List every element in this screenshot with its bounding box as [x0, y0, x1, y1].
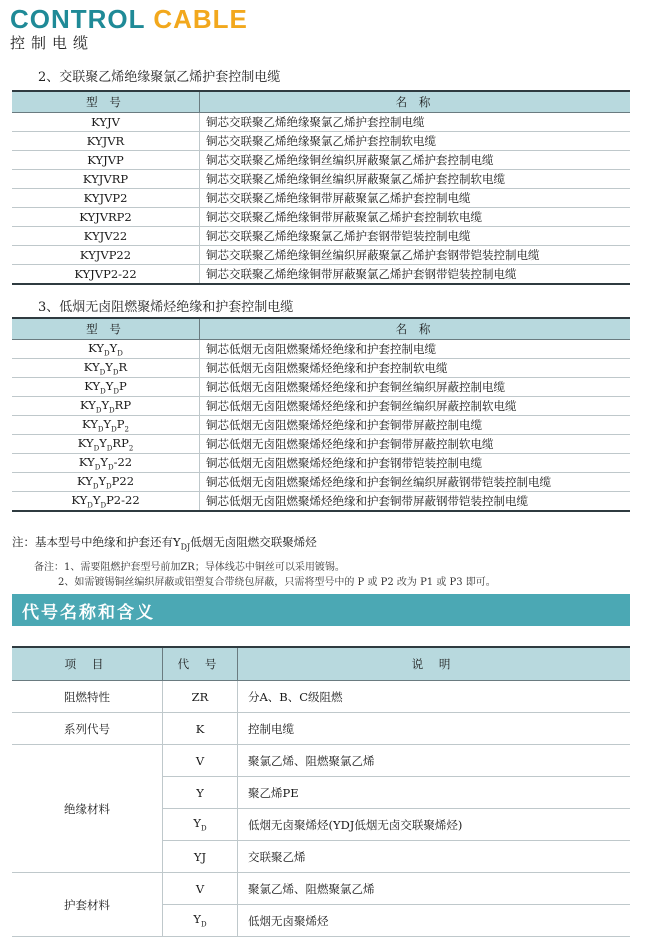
model-cell: KYJVP	[12, 151, 200, 170]
model-cell: KYJVRP2	[12, 208, 200, 227]
section2-title: 2、交联聚乙烯绝缘聚氯乙烯护套控制电缆	[38, 70, 281, 85]
description-cell: 交联聚乙烯	[238, 841, 631, 873]
section3-title: 3、低烟无卤阻燃聚烯烃绝缘和护套控制电缆	[38, 300, 294, 315]
name-cell: 铜芯交联聚乙烯绝缘铜丝编织屏蔽聚氯乙烯护套钢带铠装控制电缆	[200, 246, 631, 265]
item-cell: 系列代号	[12, 713, 163, 745]
name-cell: 铜芯交联聚乙烯绝缘聚氯乙烯护套钢带铠装控制电缆	[200, 227, 631, 246]
table-row	[12, 359, 630, 378]
name-cell: 铜芯交联聚乙烯绝缘聚氯乙烯护套控制电缆	[200, 113, 631, 132]
table-row	[12, 378, 630, 397]
model-subscript: 2	[128, 444, 134, 453]
code-cell: Y	[163, 777, 238, 809]
brand-word-control: CONTROL	[10, 4, 146, 34]
table-row	[12, 454, 630, 473]
table-row	[12, 227, 630, 246]
model-cell: KYJVP2-22	[12, 265, 200, 285]
name-cell: 铜芯低烟无卤阻燃聚烯烃绝缘和护套铜带屏蔽钢带铠装控制电缆	[200, 492, 631, 512]
model-subscript: D	[94, 463, 101, 472]
model-cell: $KY_DY_DP_2$	[12, 416, 200, 435]
code-cell: V	[163, 873, 238, 905]
name-cell: 铜芯低烟无卤阻燃聚烯烃绝缘和护套铜带屏蔽控制电缆	[200, 416, 631, 435]
model-subscript: D	[106, 444, 113, 453]
col-header-item: 项 目	[12, 647, 163, 681]
model-subscript: D	[97, 425, 104, 434]
table-row	[12, 246, 630, 265]
col-header-description: 说 明	[238, 647, 631, 681]
code-subscript: D	[200, 824, 207, 833]
brand-word-cable: CABLE	[153, 4, 248, 34]
col-header-name: 名 称	[200, 91, 631, 113]
model-subscript: D	[106, 482, 112, 491]
description-cell: 聚氯乙烯、阻燃聚氯乙烯	[238, 745, 631, 777]
model-cell: KYJVR	[12, 132, 200, 151]
code-cell: YJ	[163, 841, 238, 873]
name-cell: 铜芯交联聚乙烯绝缘铜带屏蔽聚氯乙烯护套控制软电缆	[200, 208, 631, 227]
name-cell: 铜芯低烟无卤阻燃聚烯烃绝缘和护套铜丝编织屏蔽控制电缆	[200, 378, 631, 397]
description-cell: 聚氯乙烯、阻燃聚氯乙烯	[238, 873, 631, 905]
codes-heading: 代号名称和含义	[22, 603, 155, 623]
description-cell: 低烟无卤聚烯烃(YDJ低烟无卤交联聚烯烃)	[238, 809, 631, 841]
name-cell: 铜芯交联聚乙烯绝缘聚氯乙烯护套控制软电缆	[200, 132, 631, 151]
model-subscript: D	[93, 444, 100, 453]
description-cell: 分A、B、C级阻燃	[238, 681, 631, 713]
model-cell: $KY_DY_DP2-22$	[12, 492, 200, 512]
model-cell: KYJVP2	[12, 189, 200, 208]
footnote-subscript: DJ	[180, 542, 191, 552]
model-subscript: D	[117, 349, 123, 358]
footnote-text: 注：基本型号中绝缘和护套还有Y	[12, 535, 181, 549]
name-cell: 铜芯低烟无卤阻燃聚烯烃绝缘和护套控制软电缆	[200, 359, 631, 378]
table-row	[12, 745, 630, 777]
name-cell: 铜芯低烟无卤阻燃聚烯烃绝缘和护套铜带屏蔽控制软电缆	[200, 435, 631, 454]
item-cell: 阻燃特性	[12, 681, 163, 713]
name-cell: 铜芯交联聚乙烯绝缘铜丝编织屏蔽聚氯乙烯护套控制软电缆	[200, 170, 631, 189]
code-cell: ZR	[163, 681, 238, 713]
table-row	[12, 340, 630, 359]
remarks	[34, 560, 496, 590]
col-header-code: 代 号	[163, 647, 238, 681]
model-cell: KYJV	[12, 113, 200, 132]
name-cell: 铜芯交联聚乙烯绝缘铜带屏蔽聚氯乙烯护套控制电缆	[200, 189, 631, 208]
table-row	[12, 151, 630, 170]
model-subscript: D	[113, 387, 119, 396]
table-row	[12, 265, 630, 285]
table-row	[12, 113, 630, 132]
model-subscript: D	[112, 368, 119, 377]
table-row	[12, 397, 630, 416]
model-subscript: D	[100, 501, 107, 510]
codes-heading-band	[12, 594, 630, 626]
item-cell: 护套材料	[12, 873, 163, 937]
table-row	[12, 208, 630, 227]
model-cell: $KY_DY_D$	[12, 340, 200, 359]
col-header-model: 型 号	[12, 318, 200, 340]
table-row	[12, 189, 630, 208]
name-cell: 铜芯低烟无卤阻燃聚烯烃绝缘和护套铜丝编织屏蔽控制软电缆	[200, 397, 631, 416]
code-cell: $Y_D$	[163, 809, 238, 841]
table-row	[12, 473, 630, 492]
table-row	[12, 416, 630, 435]
remark-2: 2、如需镀锡铜丝编织屏蔽或铝塑复合带绕包屏蔽，只需将型号中的 P 或 P2 改为 P1 或 P3 即可。	[58, 577, 496, 588]
model-cell: KYJV22	[12, 227, 200, 246]
brand-header	[10, 4, 248, 52]
table-row	[12, 713, 630, 745]
code-cell: $Y_D$	[163, 905, 238, 937]
model-cell: $KY_DY_DRP$	[12, 397, 200, 416]
section3-table	[12, 317, 630, 512]
table-row	[12, 873, 630, 905]
code-cell: V	[163, 745, 238, 777]
col-header-name: 名 称	[200, 318, 631, 340]
model-cell: KYJVP22	[12, 246, 200, 265]
model-subscript: D	[104, 349, 110, 358]
section3-footnote	[12, 534, 317, 551]
model-subscript: 2	[124, 425, 129, 434]
col-header-model: 型 号	[12, 91, 200, 113]
name-cell: 铜芯交联聚乙烯绝缘铜带屏蔽聚氯乙烯护套钢带铠装控制电缆	[200, 265, 631, 285]
model-cell: $KY_DY_DRP_2$	[12, 435, 200, 454]
item-cell: 绝缘材料	[12, 745, 163, 873]
code-cell: K	[163, 713, 238, 745]
model-subscript: D	[95, 406, 102, 415]
model-subscript: D	[87, 501, 93, 510]
footnote-text-tail: 低烟无卤阻燃交联聚烯烃	[190, 535, 317, 549]
model-subscript: D	[99, 368, 106, 377]
description-cell: 控制电缆	[238, 713, 631, 745]
description-cell: 聚乙烯PE	[238, 777, 631, 809]
name-cell: 铜芯低烟无卤阻燃聚烯烃绝缘和护套铜丝编织屏蔽钢带铠装控制电缆	[200, 473, 631, 492]
name-cell: 铜芯低烟无卤阻燃聚烯烃绝缘和护套钢带铠装控制电缆	[200, 454, 631, 473]
model-subscript: D	[100, 387, 106, 396]
name-cell: 铜芯交联聚乙烯绝缘铜丝编织屏蔽聚氯乙烯护套控制电缆	[200, 151, 631, 170]
table-row	[12, 170, 630, 189]
table-row	[12, 132, 630, 151]
table-row	[12, 681, 630, 713]
description-cell: 低烟无卤聚烯烃	[238, 905, 631, 937]
table-row	[12, 492, 630, 512]
model-subscript: D	[109, 406, 115, 415]
model-subscript: D	[111, 425, 117, 434]
codes-table	[12, 646, 630, 937]
model-subscript: D	[107, 463, 114, 472]
table-row	[12, 435, 630, 454]
brand-title	[10, 4, 248, 34]
remark-1: 备注：1、需要阻燃护套型号前加ZR；导体线芯中铜丝可以采用镀锡。	[34, 562, 345, 573]
name-cell: 铜芯低烟无卤阻燃聚烯烃绝缘和护套控制电缆	[200, 340, 631, 359]
model-cell: $KY_DY_D-22$	[12, 454, 200, 473]
model-cell: $KY_DY_DP22$	[12, 473, 200, 492]
section2-table	[12, 90, 630, 285]
model-cell: $KY_DY_DR$	[12, 359, 200, 378]
model-subscript: D	[92, 482, 99, 491]
model-cell: $KY_DY_DP$	[12, 378, 200, 397]
model-cell: KYJVRP	[12, 170, 200, 189]
code-subscript: D	[200, 920, 207, 929]
brand-subtitle: 控制电缆	[10, 34, 95, 52]
